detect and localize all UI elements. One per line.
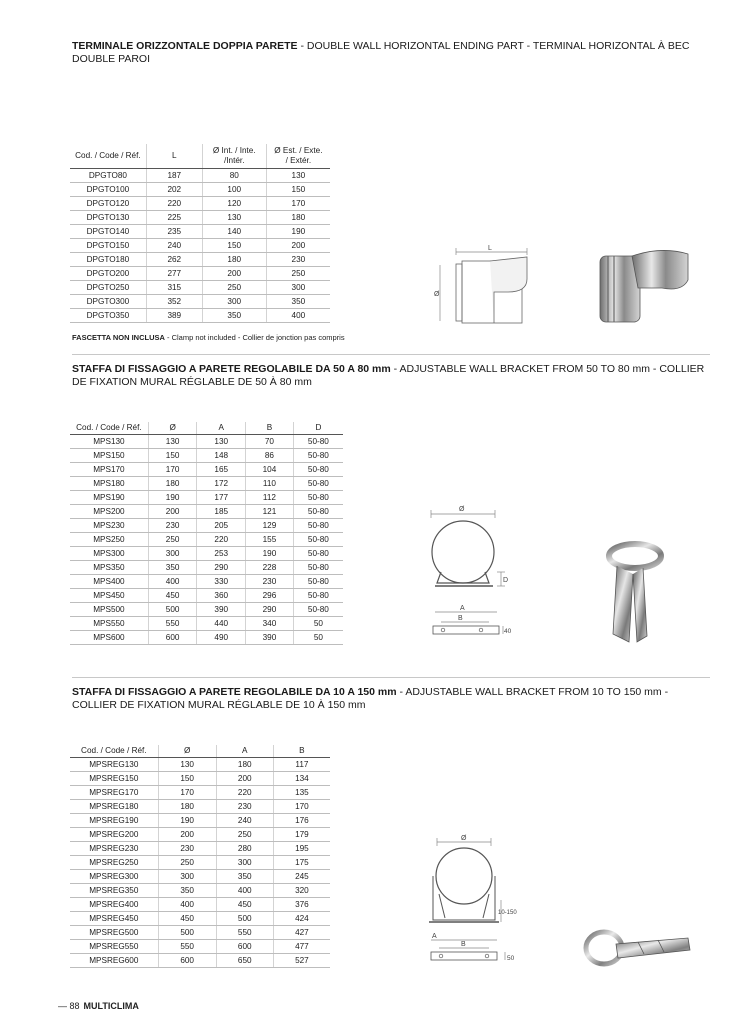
- pipe-collar: [456, 264, 462, 321]
- divider-1: [72, 354, 710, 355]
- value-cell: 120: [202, 196, 266, 210]
- value-cell: 296: [246, 588, 294, 602]
- value-cell: 180: [266, 210, 330, 224]
- value-cell: 176: [273, 813, 330, 827]
- section3-technical-drawing: [425, 832, 530, 967]
- value-cell: 350: [148, 560, 197, 574]
- value-cell: 350: [158, 883, 216, 897]
- value-cell: 50-80: [293, 588, 343, 602]
- value-cell: 195: [273, 841, 330, 855]
- value-cell: 230: [158, 841, 216, 855]
- table-row: [70, 953, 330, 967]
- section1-header-code: Cod. / Code / Réf.: [70, 144, 146, 168]
- table-row: [70, 869, 330, 883]
- section1-header-ext: [266, 144, 330, 168]
- value-cell: 300: [266, 280, 330, 294]
- section1-note: [72, 333, 345, 342]
- section2-title: [72, 363, 712, 388]
- table-row: [70, 897, 330, 911]
- value-cell: 180: [148, 476, 197, 490]
- section2-header-b: B: [246, 422, 294, 434]
- section1-note-rest: - Clamp not included - Collier de jonction pas compris: [164, 333, 345, 342]
- table-row: [70, 799, 330, 813]
- table-row: [70, 462, 343, 476]
- table-row: [70, 532, 343, 546]
- value-cell: 245: [273, 869, 330, 883]
- value-cell: 400: [158, 897, 216, 911]
- table-row: [70, 757, 330, 771]
- table-row: [70, 280, 330, 294]
- base-plate: [433, 626, 499, 634]
- section3-title: [72, 686, 712, 711]
- table-row: [70, 252, 330, 266]
- value-cell: 300: [216, 855, 273, 869]
- table-row: [70, 771, 330, 785]
- product-code-cell: DPGTO350: [70, 308, 146, 322]
- value-cell: 390: [197, 602, 246, 616]
- value-cell: 50-80: [293, 504, 343, 518]
- value-cell: 500: [158, 925, 216, 939]
- section1-product-photo: [592, 242, 697, 330]
- value-cell: 280: [216, 841, 273, 855]
- base-plate: [431, 952, 497, 960]
- value-cell: 315: [146, 280, 202, 294]
- product-code-cell: MPSREG450: [70, 911, 158, 925]
- value-cell: 200: [266, 238, 330, 252]
- value-cell: 112: [246, 490, 294, 504]
- table-row: [70, 602, 343, 616]
- table-row: [70, 939, 330, 953]
- section2-title-rest: - ADJUSTABLE WALL BRACKET FROM 50 TO 80 mm - COLLIER DE FIXATION MURAL RÉGLABLE DE 50 À 80 mm: [72, 363, 705, 388]
- value-cell: 172: [197, 476, 246, 490]
- value-cell: 177: [197, 490, 246, 504]
- section1-title-rest: - DOUBLE WALL HORIZONTAL ENDING PART - TERMINAL HORIZONTAL À BEC DOUBLE PAROI: [72, 40, 690, 65]
- section3-header-code: Cod. / Code / Réf.: [70, 745, 158, 757]
- value-cell: 360: [197, 588, 246, 602]
- value-cell: 240: [146, 238, 202, 252]
- section3-header-b: B: [273, 745, 330, 757]
- value-cell: 250: [202, 280, 266, 294]
- value-cell: 200: [202, 266, 266, 280]
- section1-header-l: L: [146, 144, 202, 168]
- section1-title-bold: TERMINALE ORIZZONTALE DOPPIA PARETE: [72, 40, 298, 52]
- value-cell: 350: [202, 308, 266, 322]
- product-code-cell: MPSREG190: [70, 813, 158, 827]
- dim-a-label: A: [460, 605, 465, 612]
- product-code-cell: MPSREG300: [70, 869, 158, 883]
- bracket-photo-band: [609, 544, 661, 568]
- value-cell: 330: [197, 574, 246, 588]
- value-cell: 130: [266, 168, 330, 182]
- value-cell: 134: [273, 771, 330, 785]
- value-cell: 230: [148, 518, 197, 532]
- value-cell: 190: [148, 490, 197, 504]
- table-row: [70, 911, 330, 925]
- value-cell: 230: [266, 252, 330, 266]
- value-cell: 320: [273, 883, 330, 897]
- value-cell: 262: [146, 252, 202, 266]
- table-row: [70, 196, 330, 210]
- value-cell: 180: [216, 757, 273, 771]
- value-cell: 150: [158, 771, 216, 785]
- value-cell: 235: [146, 224, 202, 238]
- table-row: [70, 588, 343, 602]
- value-cell: 390: [246, 630, 294, 644]
- value-cell: 228: [246, 560, 294, 574]
- table-row: [70, 574, 343, 588]
- value-cell: 175: [273, 855, 330, 869]
- product-code-cell: MPS300: [70, 546, 148, 560]
- value-cell: 50-80: [293, 574, 343, 588]
- section1-note-bold: FASCETTA NON INCLUSA: [72, 333, 165, 342]
- table-row: [70, 546, 343, 560]
- value-cell: 50-80: [293, 546, 343, 560]
- page-number: — 88: [58, 1001, 80, 1011]
- section2-header-diam: Ø: [148, 422, 197, 434]
- table-row: [70, 434, 343, 448]
- value-cell: 180: [158, 799, 216, 813]
- value-cell: 70: [246, 434, 294, 448]
- product-code-cell: DPGTO100: [70, 182, 146, 196]
- table-row: [70, 476, 343, 490]
- product-code-cell: MPS230: [70, 518, 148, 532]
- value-cell: 129: [246, 518, 294, 532]
- dim-thickness-label: 50: [507, 955, 515, 962]
- value-cell: 50-80: [293, 448, 343, 462]
- table-row: [70, 224, 330, 238]
- dim-b-label: B: [458, 615, 463, 622]
- pipe-photo-hood: [632, 250, 688, 289]
- table-row: [70, 630, 343, 644]
- value-cell: 200: [148, 504, 197, 518]
- dim-b-label: B: [461, 941, 466, 948]
- product-code-cell: MPS200: [70, 504, 148, 518]
- value-cell: 440: [197, 616, 246, 630]
- value-cell: 389: [146, 308, 202, 322]
- value-cell: 170: [273, 799, 330, 813]
- value-cell: 220: [146, 196, 202, 210]
- value-cell: 550: [158, 939, 216, 953]
- value-cell: 104: [246, 462, 294, 476]
- dim-thickness-label: 40: [504, 628, 512, 635]
- section2-product-photo: [603, 538, 668, 646]
- product-code-cell: DPGTO300: [70, 294, 146, 308]
- section1-technical-drawing: [430, 243, 550, 328]
- value-cell: 100: [202, 182, 266, 196]
- value-cell: 190: [246, 546, 294, 560]
- product-code-cell: MPSREG180: [70, 799, 158, 813]
- value-cell: 527: [273, 953, 330, 967]
- value-cell: 170: [266, 196, 330, 210]
- table-row: [70, 238, 330, 252]
- product-code-cell: DPGTO140: [70, 224, 146, 238]
- value-cell: 350: [216, 869, 273, 883]
- section1-title: [72, 40, 712, 65]
- bracket-ring: [432, 521, 494, 583]
- value-cell: 50: [293, 630, 343, 644]
- table-row: [70, 925, 330, 939]
- table-row: [70, 490, 343, 504]
- value-cell: 500: [216, 911, 273, 925]
- page-footer: [58, 1001, 139, 1011]
- value-cell: 200: [158, 827, 216, 841]
- product-code-cell: MPSREG550: [70, 939, 158, 953]
- table-row: [70, 855, 330, 869]
- product-code-cell: MPSREG600: [70, 953, 158, 967]
- table-row: [70, 210, 330, 224]
- table-row: [70, 308, 330, 322]
- table-row: [70, 560, 343, 574]
- product-code-cell: DPGTO130: [70, 210, 146, 224]
- value-cell: 600: [148, 630, 197, 644]
- value-cell: 300: [148, 546, 197, 560]
- value-cell: 350: [266, 294, 330, 308]
- product-code-cell: MPSREG150: [70, 771, 158, 785]
- product-code-cell: DPGTO120: [70, 196, 146, 210]
- product-code-cell: MPSREG500: [70, 925, 158, 939]
- value-cell: 600: [158, 953, 216, 967]
- value-cell: 290: [197, 560, 246, 574]
- product-code-cell: MPSREG130: [70, 757, 158, 771]
- value-cell: 220: [197, 532, 246, 546]
- value-cell: 50-80: [293, 532, 343, 546]
- value-cell: 185: [197, 504, 246, 518]
- product-code-cell: DPGTO200: [70, 266, 146, 280]
- value-cell: 130: [158, 757, 216, 771]
- section2-header-d: D: [293, 422, 343, 434]
- value-cell: 150: [148, 448, 197, 462]
- table-row: [70, 785, 330, 799]
- product-code-cell: MPS180: [70, 476, 148, 490]
- dim-range-label: 10-150: [498, 910, 517, 916]
- value-cell: 50-80: [293, 434, 343, 448]
- product-code-cell: MPS250: [70, 532, 148, 546]
- value-cell: 202: [146, 182, 202, 196]
- table-row: [70, 182, 330, 196]
- table-row: [70, 883, 330, 897]
- value-cell: 170: [148, 462, 197, 476]
- value-cell: 300: [202, 294, 266, 308]
- value-cell: 250: [266, 266, 330, 280]
- product-code-cell: MPS350: [70, 560, 148, 574]
- section1-table: [70, 144, 330, 323]
- divider-2: [72, 677, 710, 678]
- product-code-cell: MPS170: [70, 462, 148, 476]
- table-row: [70, 168, 330, 182]
- footer-brand: MULTICLIMA: [83, 1001, 139, 1011]
- product-code-cell: MPS600: [70, 630, 148, 644]
- section1-header-int-text: Ø Int. / Inte. /Intér.: [212, 145, 256, 165]
- value-cell: 50: [293, 616, 343, 630]
- table-row: [70, 813, 330, 827]
- value-cell: 290: [246, 602, 294, 616]
- value-cell: 165: [197, 462, 246, 476]
- table-row: [70, 448, 343, 462]
- value-cell: 277: [146, 266, 202, 280]
- product-code-cell: MPS130: [70, 434, 148, 448]
- value-cell: 150: [266, 182, 330, 196]
- product-code-cell: MPSREG200: [70, 827, 158, 841]
- value-cell: 179: [273, 827, 330, 841]
- product-code-cell: MPS450: [70, 588, 148, 602]
- section2-header-a: A: [197, 422, 246, 434]
- value-cell: 250: [158, 855, 216, 869]
- product-code-cell: DPGTO150: [70, 238, 146, 252]
- value-cell: 155: [246, 532, 294, 546]
- table-row: [70, 616, 343, 630]
- value-cell: 550: [148, 616, 197, 630]
- value-cell: 50-80: [293, 462, 343, 476]
- table-row: [70, 827, 330, 841]
- product-code-cell: MPSREG170: [70, 785, 158, 799]
- value-cell: 400: [148, 574, 197, 588]
- product-code-cell: DPGTO250: [70, 280, 146, 294]
- table-row: [70, 294, 330, 308]
- value-cell: 50-80: [293, 602, 343, 616]
- value-cell: 225: [146, 210, 202, 224]
- dim-d-label: D: [503, 577, 509, 584]
- product-code-cell: MPSREG230: [70, 841, 158, 855]
- bracket-ring: [436, 848, 492, 904]
- value-cell: 450: [148, 588, 197, 602]
- value-cell: 427: [273, 925, 330, 939]
- dim-l-label: L: [488, 245, 492, 252]
- value-cell: 130: [148, 434, 197, 448]
- value-cell: 450: [158, 911, 216, 925]
- value-cell: 500: [148, 602, 197, 616]
- section1-header-ext-text: Ø Est. / Exte. / Extér.: [274, 145, 323, 165]
- bracket-photo-arm: [616, 938, 690, 958]
- product-code-cell: MPS190: [70, 490, 148, 504]
- value-cell: 600: [216, 939, 273, 953]
- dim-diam-label: Ø: [461, 835, 467, 842]
- table-row: [70, 504, 343, 518]
- product-code-cell: DPGTO180: [70, 252, 146, 266]
- product-code-cell: MPSREG400: [70, 897, 158, 911]
- value-cell: 187: [146, 168, 202, 182]
- product-code-cell: MPS550: [70, 616, 148, 630]
- bracket-photo-leg-right: [633, 568, 647, 642]
- value-cell: 86: [246, 448, 294, 462]
- pipe-hood: [490, 257, 527, 323]
- value-cell: 250: [148, 532, 197, 546]
- section3-table: [70, 745, 330, 968]
- value-cell: 200: [216, 771, 273, 785]
- section2-title-bold: STAFFA DI FISSAGGIO A PARETE REGOLABILE DA 50 A 80 mm: [72, 363, 391, 375]
- value-cell: 240: [216, 813, 273, 827]
- section2-table: [70, 422, 343, 645]
- section3-product-photo: [578, 918, 698, 976]
- section2-technical-drawing: [425, 500, 525, 640]
- value-cell: 50-80: [293, 476, 343, 490]
- section3-title-bold: STAFFA DI FISSAGGIO A PARETE REGOLABILE DA 10 A 150 mm: [72, 686, 397, 698]
- value-cell: 340: [246, 616, 294, 630]
- product-code-cell: MPS500: [70, 602, 148, 616]
- value-cell: 550: [216, 925, 273, 939]
- section3-title-rest: - ADJUSTABLE WALL BRACKET FROM 10 TO 150 mm - COLLIER DE FIXATION MURAL RÉGLABLE DE 10 À 150 mm: [72, 686, 669, 711]
- value-cell: 50-80: [293, 560, 343, 574]
- table-row: [70, 841, 330, 855]
- value-cell: 250: [216, 827, 273, 841]
- table-row: [70, 266, 330, 280]
- value-cell: 205: [197, 518, 246, 532]
- value-cell: 140: [202, 224, 266, 238]
- value-cell: 376: [273, 897, 330, 911]
- value-cell: 130: [197, 434, 246, 448]
- table-row: [70, 518, 343, 532]
- value-cell: 220: [216, 785, 273, 799]
- value-cell: 400: [266, 308, 330, 322]
- dim-a-label: A: [432, 933, 437, 940]
- value-cell: 490: [197, 630, 246, 644]
- value-cell: 230: [216, 799, 273, 813]
- value-cell: 650: [216, 953, 273, 967]
- section2-header-code: Cod. / Code / Réf.: [70, 422, 148, 434]
- value-cell: 117: [273, 757, 330, 771]
- product-code-cell: DPGTO80: [70, 168, 146, 182]
- value-cell: 130: [202, 210, 266, 224]
- product-code-cell: MPS150: [70, 448, 148, 462]
- product-code-cell: MPS400: [70, 574, 148, 588]
- value-cell: 180: [202, 252, 266, 266]
- value-cell: 50-80: [293, 490, 343, 504]
- value-cell: 110: [246, 476, 294, 490]
- section1-header-int: [202, 144, 266, 168]
- value-cell: 190: [158, 813, 216, 827]
- value-cell: 352: [146, 294, 202, 308]
- section3-header-diam: Ø: [158, 745, 216, 757]
- value-cell: 80: [202, 168, 266, 182]
- dim-diam-label: Ø: [434, 291, 440, 298]
- bracket-photo-leg-left: [613, 566, 633, 642]
- value-cell: 170: [158, 785, 216, 799]
- dim-diam-label: Ø: [459, 506, 465, 513]
- value-cell: 300: [158, 869, 216, 883]
- product-code-cell: MPSREG350: [70, 883, 158, 897]
- value-cell: 400: [216, 883, 273, 897]
- value-cell: 148: [197, 448, 246, 462]
- value-cell: 253: [197, 546, 246, 560]
- value-cell: 450: [216, 897, 273, 911]
- value-cell: 190: [266, 224, 330, 238]
- value-cell: 477: [273, 939, 330, 953]
- value-cell: 50-80: [293, 518, 343, 532]
- value-cell: 150: [202, 238, 266, 252]
- section3-header-a: A: [216, 745, 273, 757]
- value-cell: 230: [246, 574, 294, 588]
- value-cell: 121: [246, 504, 294, 518]
- value-cell: 424: [273, 911, 330, 925]
- value-cell: 135: [273, 785, 330, 799]
- product-code-cell: MPSREG250: [70, 855, 158, 869]
